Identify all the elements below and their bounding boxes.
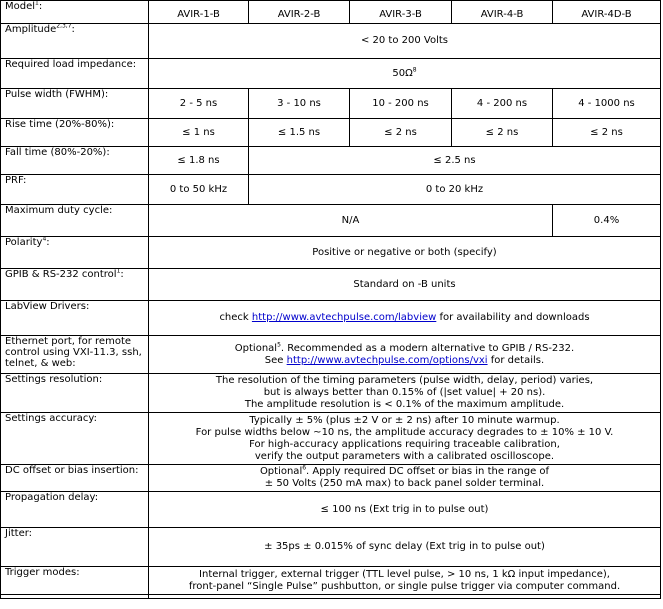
row-ethernet <box>1 336 661 374</box>
cutoff-value-cell <box>149 595 661 599</box>
ethernet-value: Optional$^5$. Recommended as a modern alternative to GPIB / RS-232. See http://www.avtechpulse.com/options/vxi for details. <box>149 336 661 374</box>
row-label-rise-time: Rise time (20%-80%): <box>1 119 149 147</box>
model-avir-3-b: AVIR-3-B <box>350 1 452 24</box>
pulse-width-avir-4d-b: 4 - 1000 ns <box>553 89 661 119</box>
row-fall-time <box>1 147 661 175</box>
row-amplitude <box>1 24 661 59</box>
pulse-width-avir-4-b: 4 - 200 ns <box>452 89 553 119</box>
model-avir-4-b: AVIR-4-B <box>452 1 553 24</box>
row-label-amplitude: Amplitude$^{2,3,7}$: <box>1 24 149 59</box>
amplitude-value: < 20 to 200 Volts <box>149 24 661 59</box>
load-impedance-value: $50\Omega^8$ <box>149 59 661 89</box>
row-jitter <box>1 528 661 567</box>
rise-time-avir-3-b: ≤ 2 ns <box>350 119 452 147</box>
row-trigger-modes <box>1 567 661 595</box>
duty-cycle-avir-4d-b: 0.4% <box>553 205 661 237</box>
jitter-value: ± 35ps ± 0.015% of sync delay (Ext trig in to pulse out) <box>149 528 661 567</box>
row-cutoff <box>1 595 661 599</box>
fall-time-avir-1-b: ≤ 1.8 ns <box>149 147 249 175</box>
model-avir-2-b: AVIR-2-B <box>249 1 350 24</box>
row-label-gpib: GPIB & RS-232 control$^1$: <box>1 269 149 301</box>
pulse-width-avir-3-b: 10 - 200 ns <box>350 89 452 119</box>
row-label-settings-accuracy: Settings accuracy: <box>1 413 149 465</box>
labview-link[interactable]: http://www.avtechpulse.com/labview <box>251 312 437 323</box>
row-label-settings-resolution: Settings resolution: <box>1 374 149 413</box>
row-label-trigger-modes: Trigger modes: <box>1 567 149 595</box>
rise-time-avir-1-b: ≤ 1 ns <box>149 119 249 147</box>
row-label-duty-cycle: Maximum duty cycle: <box>1 205 149 237</box>
row-settings-resolution <box>1 374 661 413</box>
propagation-delay-value: ≤ 100 ns (Ext trig in to pulse out) <box>149 492 661 528</box>
rise-time-avir-2-b: ≤ 1.5 ns <box>249 119 350 147</box>
duty-cycle-na: N/A <box>149 205 553 237</box>
row-dc-offset <box>1 465 661 492</box>
row-rise-time <box>1 119 661 147</box>
settings-accuracy-value: Typically ± 5% (plus ±2 V or ± 2 ns) after 10 minute warmup. For pulse widths below ~10 ns, the amplitude accuracy degrades to ± 10% ± 10 V. For high-accuracy applications requiring traceable calibration, verify the output parameters with a calibrated oscilloscope. <box>149 413 661 465</box>
gpib-value: Standard on -B units <box>149 269 661 301</box>
labview-value: check http://www.avtechpulse.com/labview for availability and downloads <box>149 301 661 336</box>
pulse-width-avir-1-b: 2 - 5 ns <box>149 89 249 119</box>
row-model <box>1 1 661 24</box>
cutoff-label-cell <box>1 595 149 599</box>
vxi-link[interactable]: http://www.avtechpulse.com/options/vxi <box>286 354 488 366</box>
row-label-labview: LabView Drivers: <box>1 301 149 336</box>
settings-resolution-value: The resolution of the timing parameters (pulse width, delay, period) varies, but is always better than 0.15% of (|set value| + 20 ns). The amplitude resolution is < 0.1% of the maximum amplitude. <box>149 374 661 413</box>
row-gpib <box>1 269 661 301</box>
prf-others: 0 to 20 kHz <box>249 175 661 205</box>
pulse-width-avir-2-b: 3 - 10 ns <box>249 89 350 119</box>
row-label-propagation-delay: Propagation delay: <box>1 492 149 528</box>
row-load-impedance <box>1 59 661 89</box>
row-propagation-delay <box>1 492 661 528</box>
row-duty-cycle <box>1 205 661 237</box>
row-labview <box>1 301 661 336</box>
row-prf <box>1 175 661 205</box>
row-polarity <box>1 237 661 269</box>
row-label-prf: PRF: <box>1 175 149 205</box>
row-settings-accuracy <box>1 413 661 465</box>
row-label-pulse-width: Pulse width (FWHM): <box>1 89 149 119</box>
model-avir-4d-b: AVIR-4D-B <box>553 1 661 24</box>
polarity-value: Positive or negative or both (specify) <box>149 237 661 269</box>
rise-time-avir-4d-b: ≤ 2 ns <box>553 119 661 147</box>
trigger-modes-value: Internal trigger, external trigger (TTL level pulse, > 10 ns, 1 kΩ input impedance), front-panel “Single Pulse” pushbutton, or single pulse trigger via computer command. <box>149 567 661 595</box>
row-pulse-width <box>1 89 661 119</box>
fall-time-others: ≤ 2.5 ns <box>249 147 661 175</box>
row-label-load-impedance: Required load impedance: <box>1 59 149 89</box>
row-label-model: Model$^1$: <box>1 1 149 24</box>
rise-time-avir-4-b: ≤ 2 ns <box>452 119 553 147</box>
row-label-dc-offset: DC offset or bias insertion: <box>1 465 149 492</box>
dc-offset-value: Optional$^6$. Apply required DC offset or bias in the range of ± 50 Volts (250 mA max) to back panel solder terminal. <box>149 465 661 492</box>
model-avir-1-b: AVIR-1-B <box>149 1 249 24</box>
row-label-polarity: Polarity$^4$: <box>1 237 149 269</box>
prf-avir-1-b: 0 to 50 kHz <box>149 175 249 205</box>
row-label-ethernet: Ethernet port, for remote control using VXI-11.3, ssh, telnet, & web: <box>1 336 149 374</box>
row-label-fall-time: Fall time (80%-20%): <box>1 147 149 175</box>
row-label-jitter: Jitter: <box>1 528 149 567</box>
